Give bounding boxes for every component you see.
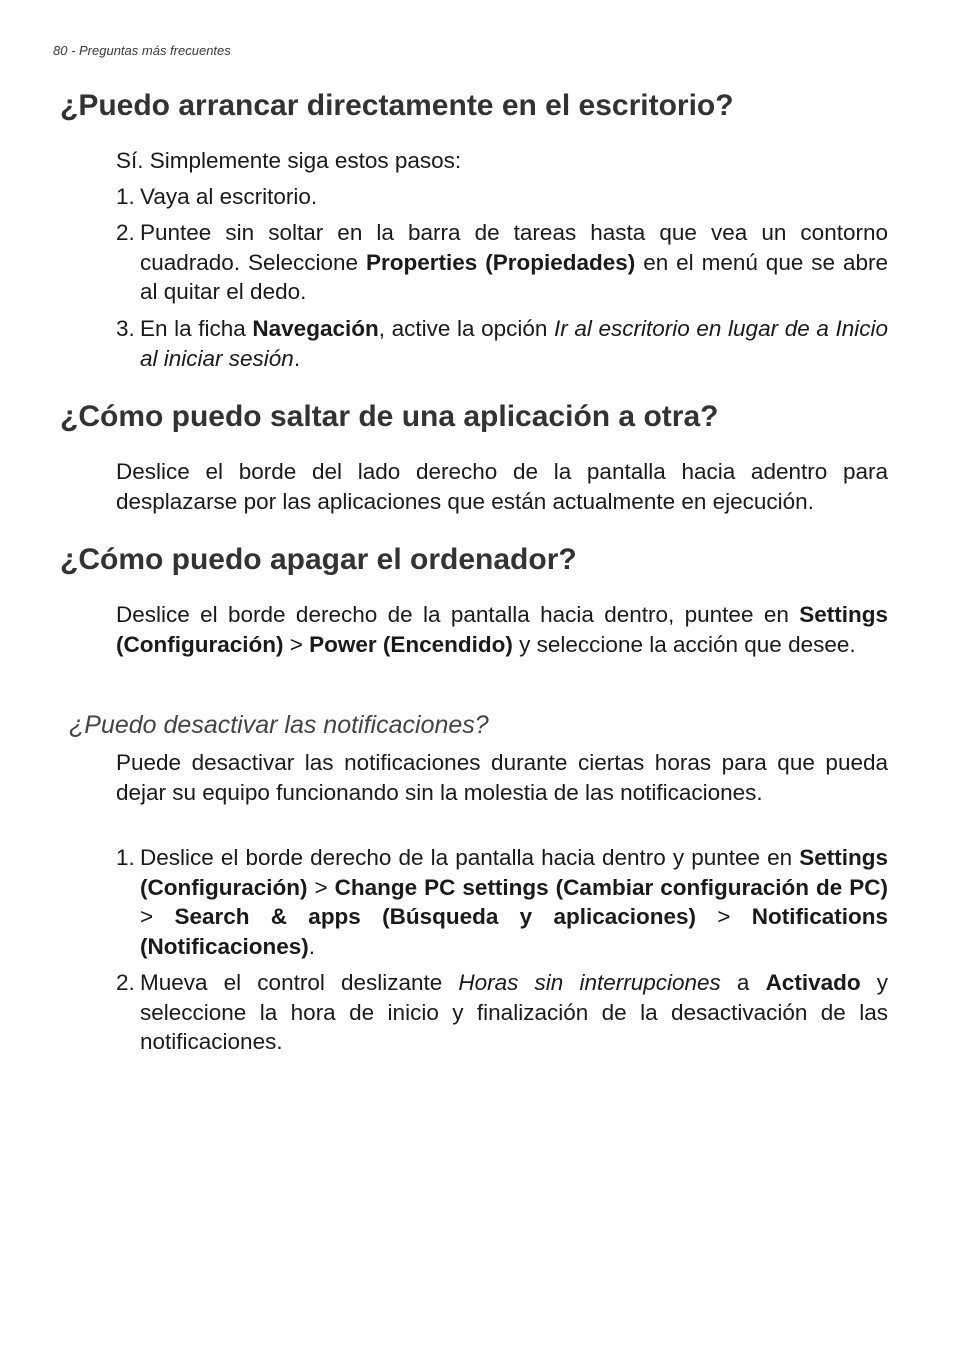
option-name: Ir al escritorio en lugar de a Inicio al iniciar sesión — [140, 316, 888, 371]
heading-notifications: ¿Puedo desactivar las notificaciones? — [69, 711, 489, 739]
step-number: 2. — [116, 220, 135, 245]
step-number: 3. — [116, 316, 135, 341]
step-text: Puntee sin soltar en la barra de tareas hasta que vea un contorno cuadrado. Seleccione Properties (Propiedades) en el menú que se abre al quitar el dedo. — [140, 220, 888, 305]
page-header: 80 - Preguntas más frecuentes — [53, 43, 231, 58]
step-number: 2. — [116, 970, 135, 995]
heading-switch-apps: ¿Cómo puedo saltar de una aplicación a otra? — [60, 400, 719, 433]
step-number: 1. — [116, 184, 135, 209]
list-item — [116, 843, 888, 961]
list-item — [116, 314, 888, 373]
list-item — [116, 182, 888, 212]
switch-apps-body: Deslice el borde del lado derecho de la pantalla hacia adentro para desplazarse por las aplicaciones que están actualmente en ejecución. — [116, 459, 888, 514]
step-number: 1. — [116, 845, 135, 870]
ui-term-notifications: Notifications (Notificaciones) — [140, 904, 888, 959]
ui-term-settings: Settings (Configuración) — [116, 602, 888, 657]
step-text: En la ficha Navegación, active la opción Ir al escritorio en lugar de a Inicio al iniciar sesión. — [140, 316, 888, 371]
ui-term-change-pc-settings: Change PC settings (Cambiar configuración de PC) — [334, 874, 888, 900]
heading-shutdown: ¿Cómo puedo apagar el ordenador? — [60, 543, 577, 576]
heading-boot-to-desktop: ¿Puedo arrancar directamente en el escritorio? — [60, 89, 734, 122]
shutdown-body: Deslice el borde derecho de la pantalla hacia dentro, puntee en Settings (Configuración) > Power (Encendido) y seleccione la acción que desee. — [116, 602, 888, 657]
ui-term-properties: Properties (Propiedades) — [366, 249, 636, 275]
notifications-intro: Puede desactivar las notificaciones durante ciertas horas para que pueda dejar su equipo funcionando sin la molestia de las notificaciones. — [116, 750, 888, 805]
list-item — [116, 218, 888, 307]
ui-term-activado: Activado — [765, 970, 861, 995]
option-name: Horas sin interrupciones — [458, 970, 721, 995]
step-text: Deslice el borde derecho de la pantalla hacia dentro y puntee en Settings (Configuración) > Change PC settings (Cambiar configuración de PC) > Search & apps (Búsqueda y aplicaciones) > Notifications (Notificaciones). — [140, 845, 888, 959]
list-item — [116, 968, 888, 1057]
step-text: Vaya al escritorio. — [140, 184, 318, 209]
boot-intro: Sí. Simplemente siga estos pasos: — [116, 148, 462, 173]
ui-term-settings: Settings (Configuración) — [140, 845, 888, 900]
ui-term-search-apps: Search & apps (Búsqueda y aplicaciones) — [174, 904, 696, 930]
ui-term-power: Power (Encendido) — [309, 631, 513, 657]
ui-term-navegacion: Navegación — [252, 316, 379, 341]
step-text: Mueva el control deslizante Horas sin interrupciones a Activado y seleccione la hora de inicio y finalización de la desactivación de las notificaciones. — [140, 970, 888, 1055]
